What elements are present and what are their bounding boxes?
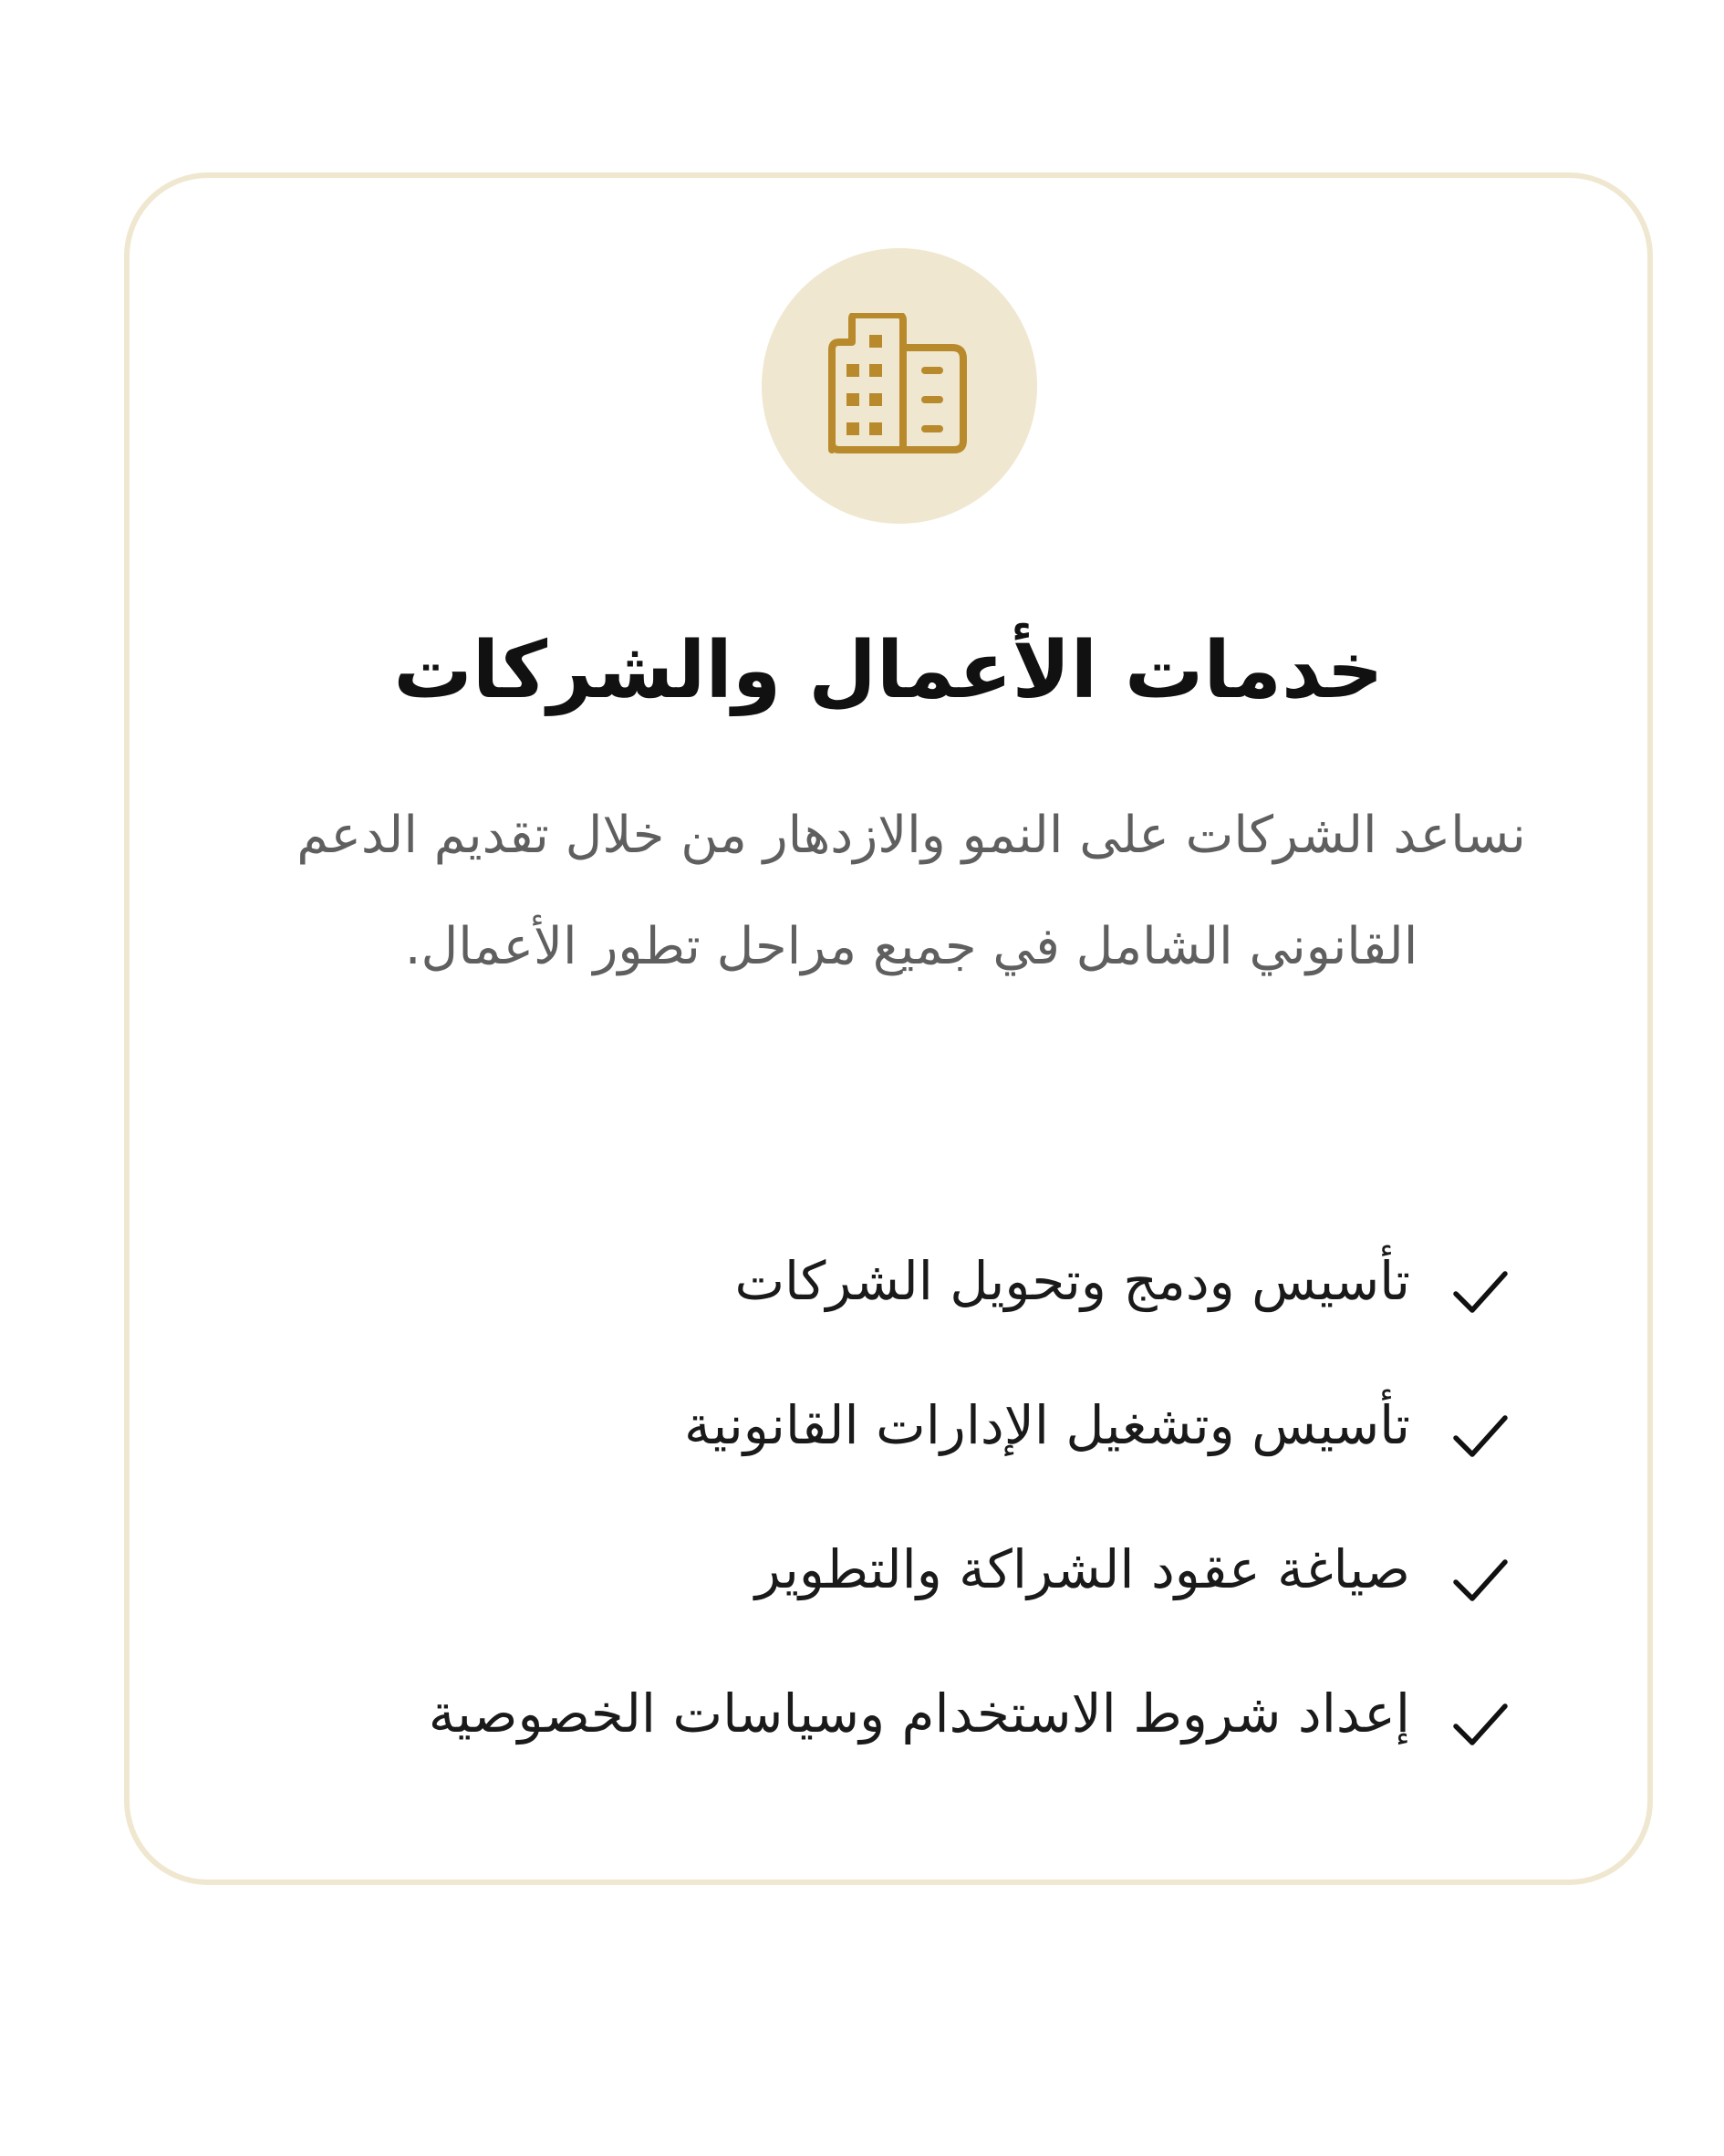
check-icon [1450, 1405, 1511, 1465]
building-icon [826, 313, 972, 459]
card-description: نساعد الشركات على النمو والازدهار من خلال تقديم الدعم القانوني الشامل في جميع مراحل تطور الأعمال. [296, 806, 1526, 976]
feature-list [429, 1209, 1511, 1786]
feature-label: تأسيس ودمج وتحويل الشركات [734, 1250, 1410, 1312]
check-icon [1450, 1549, 1511, 1609]
list-item [429, 1353, 1511, 1497]
check-icon [1450, 1693, 1511, 1754]
feature-label: صياغة عقود الشراكة والتطوير [754, 1538, 1410, 1600]
icon-badge [762, 248, 1037, 524]
feature-label: إعداد شروط الاستخدام وسياسات الخصوصية [428, 1682, 1410, 1745]
feature-label: تأسيس وتشغيل الإدارات القانونية [684, 1394, 1410, 1456]
check-icon [1450, 1261, 1511, 1321]
card-title: خدمات الأعمال والشركات [393, 625, 1384, 716]
list-item [429, 1209, 1511, 1353]
service-card [124, 172, 1653, 1885]
list-item [429, 1497, 1511, 1641]
list-item [429, 1641, 1511, 1786]
